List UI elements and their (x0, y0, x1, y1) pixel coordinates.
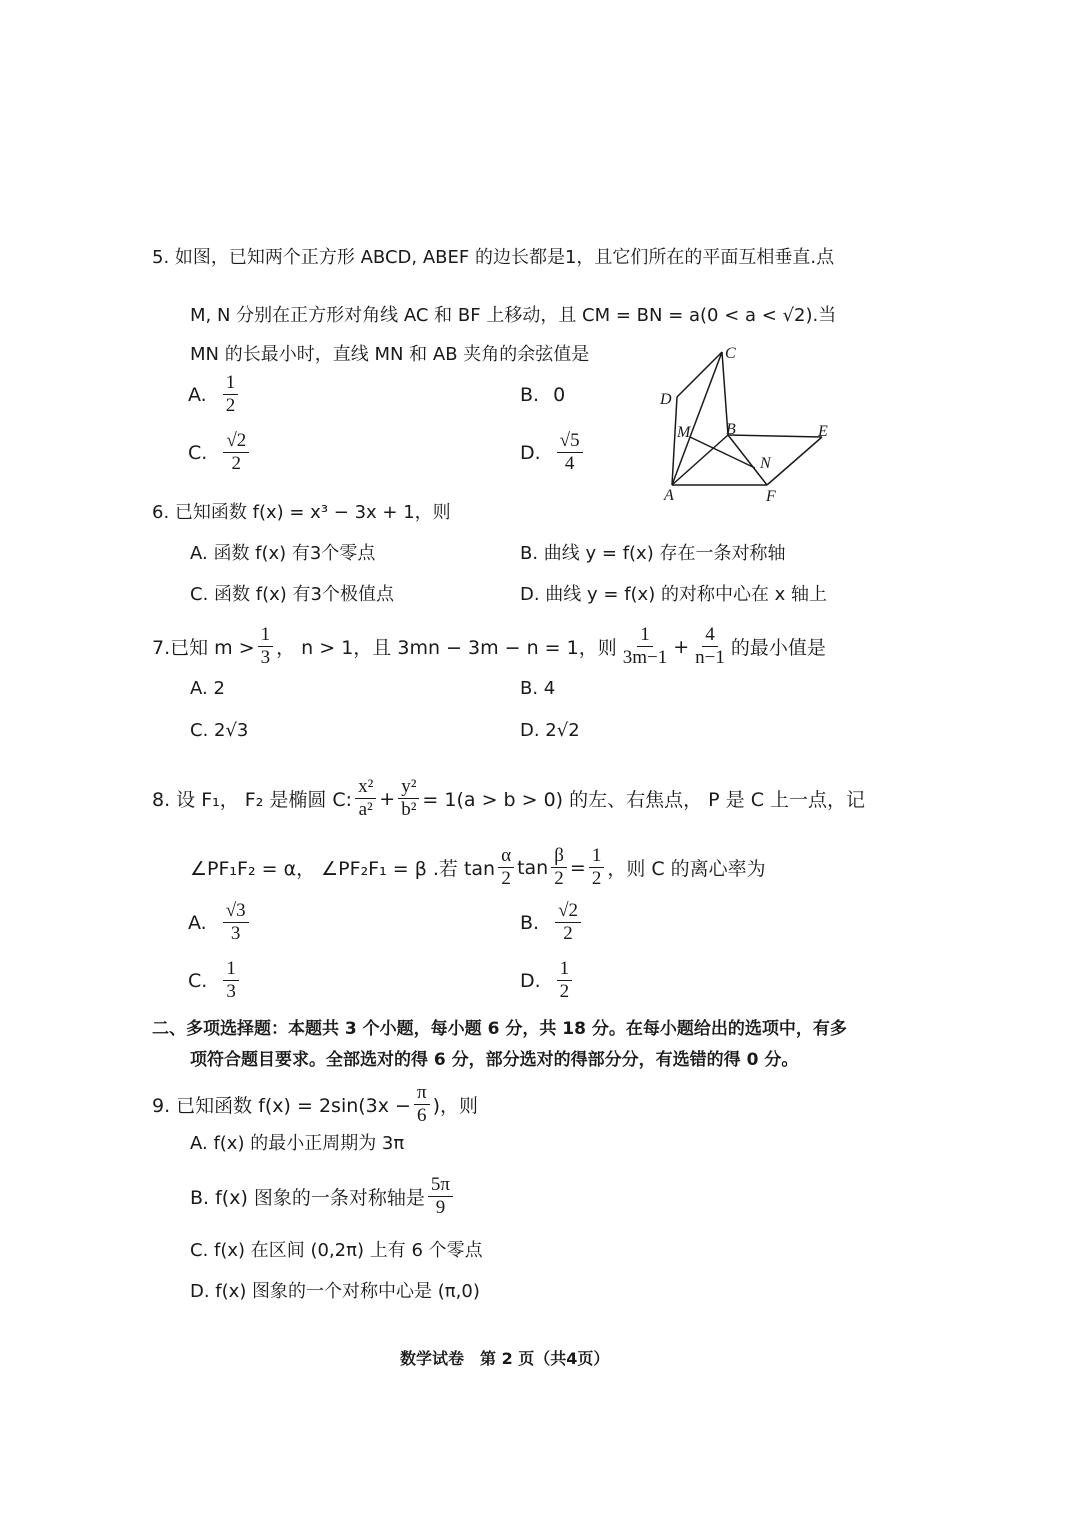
q5-option-a-num: 1 (223, 372, 239, 395)
q9-pi-num: π (414, 1082, 430, 1105)
q6-option-a: A. 函数 f(x) 有3个零点 (190, 543, 376, 564)
q5-option-a-label: A. (188, 383, 207, 406)
q7-stem (152, 624, 826, 669)
q8-half-den: 2 (591, 868, 602, 889)
q8-line2-b: ，则 C 的离心率为 (607, 858, 766, 880)
q5-geometry-figure (650, 340, 840, 510)
q7-stem-a: 7.已知 m > (152, 637, 255, 659)
q8-two-a: 2 (501, 868, 511, 889)
q8-x2: x² (355, 776, 376, 799)
q8-eq: = (569, 856, 586, 879)
q8-alpha: α (498, 845, 514, 868)
q8-two-b: 2 (554, 868, 564, 889)
q7-option-b: B. 4 (520, 678, 556, 699)
q7-plus: + (673, 635, 690, 658)
q8-option-a-frac (223, 900, 249, 945)
q8-a2: a² (358, 799, 373, 820)
section2-line1: 二、多项选择题：本题共 3 个小题，每小题 6 分，共 18 分。在每小题给出的选项中，有多 (152, 1019, 847, 1039)
q7-frac1-den: 3 (260, 647, 271, 668)
q8-option-b-label: B. (520, 911, 540, 934)
q8-beta: β (551, 845, 567, 868)
section2-line2: 项符合题目要求。全部选对的得 6 分，部分选对的得部分分，有选错的得 0 分。 (190, 1050, 799, 1070)
q8-option-b-den: 2 (563, 923, 573, 944)
q5-option-a-den: 2 (225, 395, 236, 416)
q7-stem-b: ， n > 1，且 3mn − 3m − n = 1，则 (276, 637, 617, 659)
q7-frac3-num: 4 (702, 624, 718, 647)
q7-frac3-den: n−1 (695, 647, 725, 668)
q9-option-b-text: B. f(x) 图象的一条对称轴是 (190, 1187, 425, 1209)
q8-option-b-num: √2 (555, 900, 581, 923)
q8-option-b-frac (555, 900, 581, 945)
q5-option-c-label: C. (188, 441, 208, 464)
q8-stem-a: 8. 设 F₁， F₂ 是椭圆 C: (152, 789, 353, 811)
q8-option-d (520, 958, 575, 1003)
q5-option-d-label: D. (520, 441, 541, 464)
q8-option-a (188, 900, 252, 945)
q8-option-c (188, 958, 242, 1003)
q7-option-d: D. 2√2 (520, 720, 580, 741)
q5-option-a-frac (223, 372, 239, 417)
q5-option-b (520, 384, 565, 406)
q5-option-d-frac (557, 430, 583, 475)
edge-be (728, 435, 822, 437)
q8-frac-beta (551, 845, 567, 890)
q8-option-c-frac (223, 958, 239, 1003)
q5-option-a (188, 372, 241, 417)
q5-option-b-value: 0 (553, 384, 566, 406)
q7-frac2-num: 1 (637, 624, 653, 647)
segment-mn (690, 437, 755, 468)
label-c: C (725, 345, 736, 362)
label-m: M (677, 424, 691, 441)
q7-frac-one-third (258, 624, 274, 669)
q6-option-c: C. 函数 f(x) 有3个极值点 (190, 584, 394, 605)
q8-line2-a: ∠PF₁F₂ = α， ∠PF₂F₁ = β .若 tan (190, 858, 496, 880)
q9-stem-b: )，则 (432, 1095, 478, 1117)
q8-tan2: tan (517, 856, 549, 879)
q7-option-a: A. 2 (190, 678, 225, 699)
q5-option-c-frac (223, 430, 249, 475)
q7-option-c: C. 2√3 (190, 720, 249, 741)
q8-frac-x2-a2 (355, 776, 376, 821)
q8-option-a-den: 3 (230, 923, 241, 944)
q8-option-d-den: 2 (559, 981, 570, 1002)
q8-option-c-den: 3 (226, 981, 236, 1002)
label-n: N (760, 455, 771, 472)
q8-stem-line2 (190, 845, 766, 890)
q8-frac-half (589, 845, 605, 890)
q8-y2: y² (398, 776, 419, 799)
q5-option-b-label: B. (520, 384, 540, 406)
q8-option-c-num: 1 (223, 958, 239, 981)
q9-stem-a: 9. 已知函数 f(x) = 2sin(3x − (152, 1095, 411, 1117)
edge-fe (767, 437, 822, 485)
q8-frac-alpha (498, 845, 514, 890)
q9-option-d: D. f(x) 图象的一个对称中心是 (π,0) (190, 1281, 480, 1302)
q8-half-num: 1 (589, 845, 605, 868)
q8-option-c-label: C. (188, 969, 208, 992)
q9-option-c: C. f(x) 在区间 (0,2π) 上有 6 个零点 (190, 1240, 483, 1261)
q5-option-d (520, 430, 586, 475)
label-e: E (818, 423, 828, 440)
q8-option-d-label: D. (520, 969, 541, 992)
label-d: D (660, 391, 672, 408)
q5-line2: M, N 分别在正方形对角线 AC 和 BF 上移动，且 CM = BN = a(0 < a < √2).当 (190, 305, 837, 326)
label-a: A (664, 487, 674, 504)
q5-option-d-den: 4 (564, 453, 575, 474)
q5-option-d-num: √5 (557, 430, 583, 453)
q7-frac3 (692, 624, 728, 669)
diag-ac (672, 352, 722, 485)
q8-b2: b² (401, 799, 417, 820)
label-b: B (726, 421, 736, 438)
q6-option-b: B. 曲线 y = f(x) 存在一条对称轴 (520, 543, 786, 564)
q8-option-a-label: A. (188, 911, 207, 934)
label-f: F (766, 488, 776, 505)
q9-option-a: A. f(x) 的最小正周期为 3π (190, 1133, 405, 1154)
q8-option-d-frac (557, 958, 573, 1003)
q5-option-c-den: 2 (231, 453, 242, 474)
q5-line1: 5. 如图，已知两个正方形 ABCD, ABEF 的边长都是1，且它们所在的平面互相垂直.点 (152, 247, 835, 268)
q7-frac2-den: 3m−1 (622, 647, 668, 668)
edge-dc (677, 352, 722, 397)
q6-stem: 6. 已知函数 f(x) = x³ − 3x + 1，则 (152, 502, 451, 523)
q9-frac-pi6 (414, 1082, 430, 1127)
q9-pi-den: 6 (417, 1105, 427, 1126)
q5-option-c-num: √2 (223, 430, 249, 453)
q6-option-d: D. 曲线 y = f(x) 的对称中心在 x 轴上 (520, 584, 828, 605)
q8-frac-y2-b2 (398, 776, 419, 821)
q8-stem-line1: 8. 设 F₁， F₂ 是椭圆 C: $\frac{\text{x²}}{\text{a²}}$ + $\frac{\text{y²}}{\text{b²}}$ = 1(a > b > 0) 的左、右焦点， P 是 C 上一点，记 (152, 776, 866, 820)
q9-option-b-num: 5π (428, 1174, 453, 1197)
q5-line3: MN 的长最小时，直线 MN 和 AB 夹角的余弦值是 (190, 344, 590, 365)
q9-option-b-frac (428, 1174, 453, 1219)
q5-option-c (188, 430, 252, 475)
page-footer: 数学试卷 第 2 页（共4页） (400, 1349, 610, 1368)
q9-stem (152, 1082, 478, 1127)
q9-option-b (190, 1174, 456, 1219)
q7-stem-c: 的最小值是 (730, 637, 826, 659)
q7-frac2 (620, 624, 671, 669)
q7-frac1-num: 1 (258, 624, 274, 647)
q8-option-d-num: 1 (557, 958, 573, 981)
q8-stem-b: = 1(a > b > 0) 的左、右焦点， P 是 C 上一点，记 (422, 789, 866, 811)
q8-option-a-num: √3 (223, 900, 249, 923)
q9-option-b-den: 9 (435, 1197, 446, 1218)
q8-option-b (520, 900, 584, 945)
